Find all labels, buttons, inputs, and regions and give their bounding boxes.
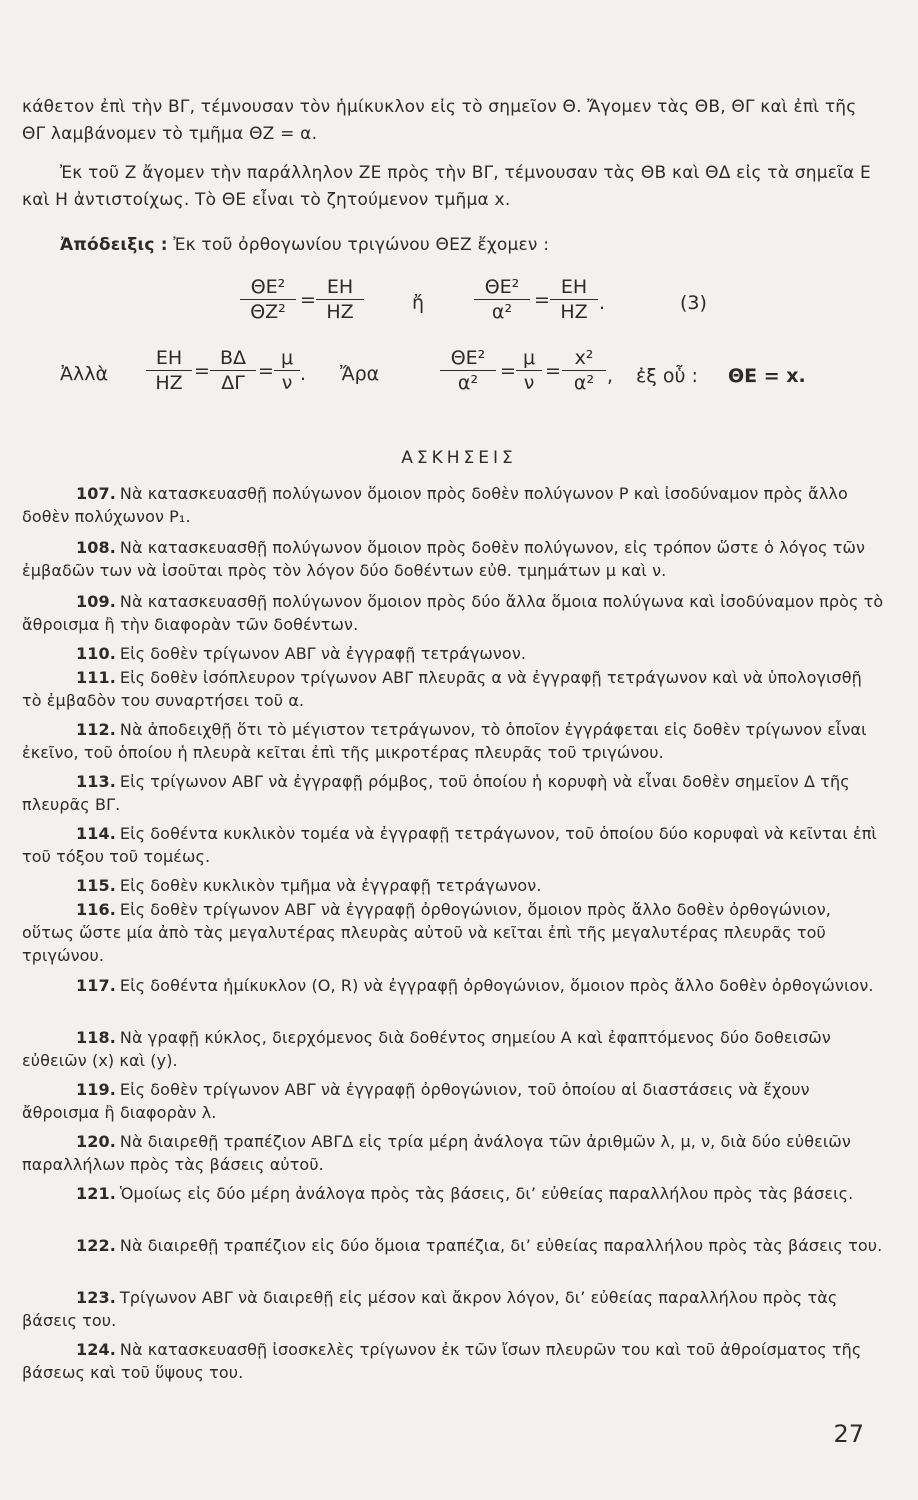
proof-paragraph (22, 232, 882, 259)
intro-paragraph-2: Ἐκ τοῦ Ζ ἄγομεν τὴν παράλληλον ΖΕ πρὸς τὴν ΒΓ, τέμνουσαν τὰς ΘΒ καὶ ΘΔ εἰς τὰ σημεῖα Ε καὶ Η ἀντιστοίχως. Τὸ ΘΕ εἶναι τὸ ζητούμενον τμῆμα x. (22, 163, 872, 210)
equals-sign-4: = (258, 360, 274, 382)
exercise-114: 114. Εἰς δοθέντα κυκλικὸν τομέα νὰ ἐγγραφῇ τετράγωνον, τοῦ ὁποίου δύο κορυφαὶ νὰ κεῖνται ἐπὶ τοῦ τόξου τοῦ τομέως. (22, 824, 877, 866)
exercise-124: 124. Νὰ κατασκευασθῇ ἰσοσκελὲς τρίγωνον ἐκ τῶν ἴσων πλευρῶν του καὶ τοῦ ἀθροίσματος τῆς βάσεως καὶ τοῦ ὕψους του. (22, 1340, 862, 1382)
whence-word: ἐξ οὗ : (636, 365, 698, 387)
exercise-116: 116. Εἰς δοθὲν τρίγωνον ΑΒΓ νὰ ἐγγραφῇ ὀρθογώνιον, ὅμοιον πρὸς ἄλλο δοθὲν ὀρθογώνιον, οὕτως ὥστε μία ἀπὸ τὰς μεγαλυτέρας πλευρὰς αὐτοῦ νὰ κεῖται ἐπὶ τῆς μεγαλυτέρας πλευρᾶς τοῦ τριγώνου. (22, 900, 831, 965)
equals-sign: = (300, 289, 316, 311)
equals-sign-5: = (500, 360, 516, 382)
page-number: 27 (833, 1420, 864, 1448)
fraction-the2-thz2: ΘΕ² ΘΖ² (240, 276, 296, 323)
fraction-bd-dg: ΒΔ ΔΓ (210, 347, 256, 394)
exercise-115: 115. Εἰς δοθὲν κυκλικὸν τμῆμα νὰ ἐγγραφῇ τετράγωνον. (76, 876, 542, 895)
comma: , (607, 365, 614, 387)
exercise-108: 108. Νὰ κατασκευασθῇ πολύγωνον ὅμοιον πρὸς δοθὲν πολύγωνον, εἰς τρόπον ὥστε ὁ λόγος τῶν ἐμβαδῶν των νὰ ἰσοῦται πρὸς τὸν λόγον δύο δοθέντων εὐθ. τμημάτων μ καὶ ν. (22, 538, 866, 580)
equals-sign-6: = (545, 360, 561, 382)
equals-sign-2: = (534, 289, 550, 311)
period-2: . (300, 363, 307, 385)
exercise-121: 121. Ὁμοίως εἰς δύο μέρη ἀνάλογα πρὸς τὰς βάσεις, δι’ εὐθείας παραλλήλου πρὸς τὰς βάσεις. (76, 1184, 854, 1203)
exercise-107: 107. Νὰ κατασκευασθῇ πολύγωνον ὅμοιον πρὸς δοθὲν πολύγωνον Ρ καὶ ἰσοδύναμον πρὸς ἄλλο δοθὲν πολύχωνον Ρ₁. (22, 484, 848, 526)
section-title: ΑΣΚΗΣΕΙΣ (401, 448, 517, 468)
hence-word: Ἄρα (340, 363, 380, 385)
exercise-110: 110. Εἰς δοθὲν τρίγωνον ΑΒΓ νὰ ἐγγραφῇ τετράγωνον. (76, 644, 527, 663)
fraction-x2-a2: x² α² (562, 347, 606, 394)
exercise-123: 123. Τρίγωνον ΑΒΓ νὰ διαιρεθῇ εἰς μέσον καὶ ἄκρον λόγον, δι’ εὐθείας παραλλήλου πρὸς τὰς βάσεις του. (22, 1288, 838, 1330)
fraction-mu-nu-2: μ ν (516, 347, 542, 394)
equals-sign-3: = (194, 360, 210, 382)
proof-text: Ἐκ τοῦ ὀρθογωνίου τριγώνου ΘΕΖ ἔχομεν : (173, 235, 550, 255)
fraction-eh-hz-3: ΕΗ ΗΖ (146, 347, 192, 394)
fraction-the2-a2-2: ΘΕ² α² (440, 347, 496, 394)
proof-label: Ἀπόδειξις : (60, 235, 168, 255)
intro-paragraph-1: κάθετον ἐπὶ τὴν ΒΓ, τέμνουσαν τὸν ἡμίκυκλον εἰς τὸ σημεῖον Θ. Ἄγομεν τὰς ΘΒ, ΘΓ καὶ ἐπὶ τῆς ΘΓ λαμβάνομεν τὸ τμῆμα ΘΖ = α. (22, 97, 857, 144)
period: . (599, 292, 606, 314)
exercise-119: 119. Εἰς δοθὲν τρίγωνον ΑΒΓ νὰ ἐγγραφῇ ὀρθογώνιον, τοῦ ὁποίου αἱ διαστάσεις νὰ ἔχουν ἄθροισμα ἢ διαφορὰν λ. (22, 1080, 810, 1122)
exercise-111: 111. Εἰς δοθὲν ἰσόπλευρον τρίγωνον ΑΒΓ πλευρᾶς α νὰ ἐγγραφῇ τετράγωνον καὶ νὰ ὑπολογισθῇ τὸ ἐμβαδὸν του συναρτήσει τοῦ α. (22, 668, 862, 710)
exercise-120: 120. Νὰ διαιρεθῇ τραπέζιον ΑΒΓΔ εἰς τρία μέρη ἀνάλογα τῶν ἀριθμῶν λ, μ, ν, διὰ δύο εὐθειῶν παραλλήλων πρὸς τὰς βάσεις αὐτοῦ. (22, 1132, 851, 1174)
but-word: Ἀλλὰ (60, 363, 109, 385)
equation-label: (3) (680, 292, 707, 314)
exercise-122: 122. Νὰ διαιρεθῇ τραπέζιον εἰς δύο ὅμοια τραπέζια, δι’ εὐθείας παραλλήλου πρὸς τὰς βάσεις του. (76, 1236, 883, 1255)
fraction-the2-a2: ΘΕ² α² (474, 276, 530, 323)
exercise-109: 109. Νὰ κατασκευασθῇ πολύγωνον ὅμοιον πρὸς δύο ἄλλα ὅμοια πολύγωνα καὶ ἰσοδύναμον πρὸς τὸ ἄθροισμα ἢ τὴν διαφορὰν τῶν δοθέντων. (22, 592, 884, 634)
exercise-117: 117. Εἰς δοθέντα ἡμίκυκλον (Ο, R) νὰ ἐγγραφῇ ὀρθογώνιον, ὅμοιον πρὸς ἄλλο δοθὲν ὀρθογώνιον. (76, 976, 874, 995)
or-word: ἤ (412, 292, 425, 314)
result: ΘΕ = x. (728, 365, 806, 387)
fraction-eh-hz: ΕΗ ΗΖ (316, 276, 364, 323)
fraction-eh-hz-2: ΕΗ ΗΖ (550, 276, 598, 323)
exercise-118: 118. Νὰ γραφῇ κύκλος, διερχόμενος διὰ δοθέντος σημείου Α καὶ ἐφαπτόμενος δύο δοθεισῶν εὐθειῶν (x) καὶ (y). (22, 1028, 831, 1070)
fraction-mu-nu: μ ν (274, 347, 300, 394)
exercise-112: 112. Νὰ ἀποδειχθῇ ὅτι τὸ μέγιστον τετράγωνον, τὸ ὁποῖον ἐγγράφεται εἰς δοθὲν τρίγωνον εἶναι ἐκεῖνο, τοῦ ὁποίου ἡ πλευρὰ κεῖται ἐπὶ τῆς μικροτέρας πλευρᾶς τοῦ τριγώνου. (22, 720, 867, 762)
exercise-113: 113. Εἰς τρίγωνον ΑΒΓ νὰ ἐγγραφῇ ρόμβος, τοῦ ὁποίου ἡ κορυφὴ νὰ εἶναι δοθὲν σημεῖον Δ τῆς πλευρᾶς ΒΓ. (22, 772, 850, 814)
